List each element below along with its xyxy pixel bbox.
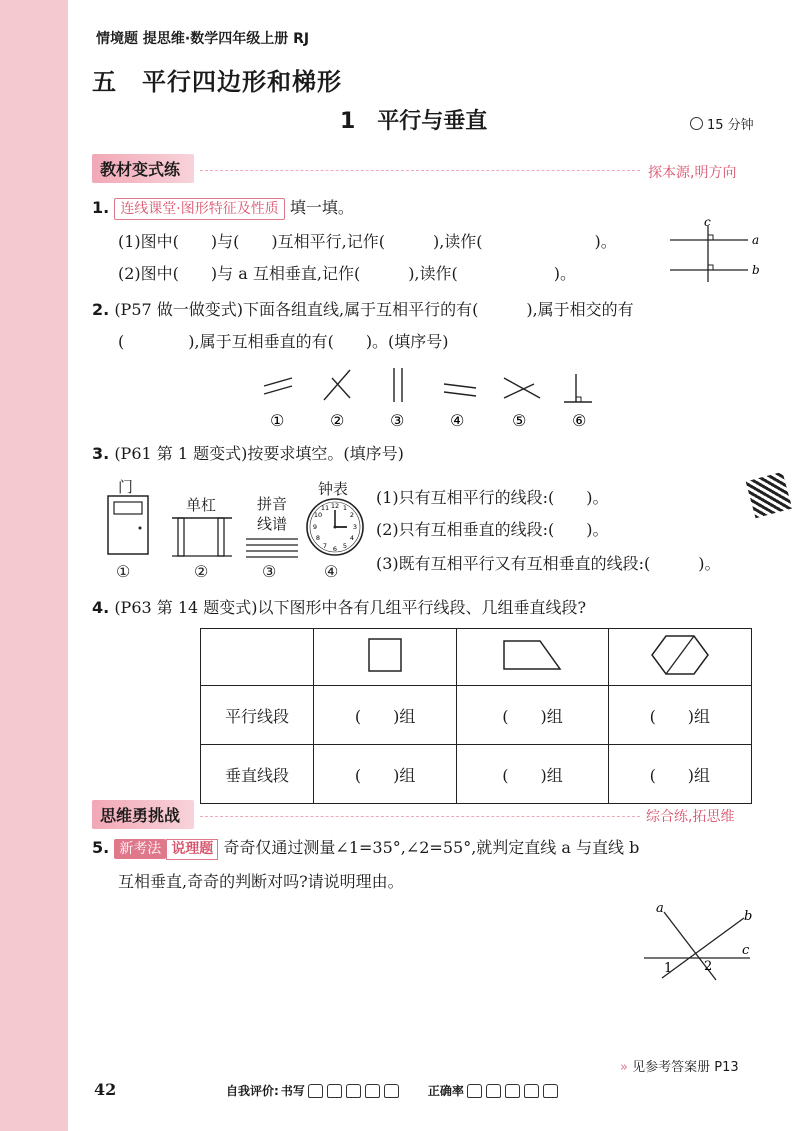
pair-label: ⑤ (512, 411, 527, 430)
question-3-part-2: (2)只有互相垂直的线段:( )。 (376, 520, 609, 539)
horizontal-bar-figure (170, 512, 234, 558)
section-divider (200, 816, 640, 817)
table-row (201, 686, 752, 745)
pinyin-staff-label: 拼音 线谱 (256, 495, 287, 533)
accuracy-label: 正确率 (427, 1084, 464, 1098)
question-1-line-1: (1)图中( )与( )互相平行,记作( ),读作( )。 (118, 232, 617, 251)
writing-label: 书写 (280, 1084, 305, 1098)
section-subtitle: 探本源,明方向 (648, 165, 737, 181)
clock-label: 钟表 (318, 480, 349, 498)
pair-1 (264, 378, 292, 394)
thumbs-up-icon[interactable] (486, 1084, 501, 1098)
answer-cell[interactable]: ( )组 (314, 745, 457, 804)
thumbs-up-icon[interactable] (365, 1084, 380, 1098)
question-1-line-2: (2)图中( )与 a 互相垂直,记作( ),读作( )。 (118, 264, 577, 283)
question-number: 2. (92, 300, 110, 319)
question-text: (P57 做一做变式)下面各组直线,属于互相平行的有( ),属于相交的有 (114, 300, 634, 319)
page-number: 42 (94, 1080, 117, 1099)
door-label: 门 (118, 478, 134, 496)
thumbs-up-icon[interactable] (524, 1084, 539, 1098)
question-number: 4. (92, 598, 110, 617)
clock-icon (690, 117, 703, 130)
door-figure (104, 494, 154, 558)
answer-reference-text: 见参考答案册 P13 (632, 1060, 739, 1075)
new-method-tag: 新考法 (114, 839, 166, 859)
answer-table (200, 628, 752, 804)
pair-label: ③ (390, 411, 405, 430)
question-2-line-1 (92, 298, 634, 322)
shape-cell-trapezoid (457, 629, 608, 686)
thumbs-up-icon[interactable] (467, 1084, 482, 1098)
square-shape (365, 637, 405, 673)
staff-index: ③ (262, 562, 277, 581)
right-angle-mark (708, 265, 713, 270)
time-indicator (690, 114, 754, 133)
self-evaluation (226, 1082, 559, 1099)
page-margin-band (0, 0, 68, 1131)
section-title-challenge: 思维勇挑战 (92, 800, 194, 829)
answer-cell[interactable]: ( )组 (314, 686, 457, 745)
question-4-line (92, 596, 586, 620)
table-row (201, 745, 752, 804)
trapezoid-shape (500, 637, 564, 673)
svg-text:11: 11 (320, 504, 330, 512)
label-b: b (752, 263, 760, 277)
label-c: c (704, 216, 711, 229)
table-header-row (201, 629, 752, 686)
angle-figure (640, 898, 760, 982)
table-corner-cell (201, 629, 314, 686)
question-3-part-3: (3)既有互相平行又有互相垂直的线段:( )。 (376, 554, 721, 573)
question-number: 1. (92, 198, 110, 217)
question-text: 奇奇仅通过测量∠1=35°,∠2=55°,就判定直线 a 与直线 b (223, 838, 640, 857)
shape-cell-hexagon (608, 629, 751, 686)
answer-cell[interactable]: ( )组 (457, 686, 608, 745)
pair-3 (394, 368, 402, 402)
label-b: b (744, 909, 753, 924)
question-5-line-1 (92, 836, 639, 860)
line-b (662, 918, 744, 978)
bar-index: ② (194, 562, 209, 581)
label-a: a (752, 233, 760, 247)
series-header: 情境题 提思维·数学四年级上册 RJ (96, 31, 310, 47)
question-number: 3. (92, 444, 110, 463)
pair-6 (564, 374, 592, 402)
question-5-line-2: 互相垂直,奇奇的判断对吗?请说明理由。 (118, 872, 404, 891)
hexagon-shape (650, 633, 710, 677)
svg-text:3: 3 (352, 523, 358, 531)
question-text: (P63 第 14 题变式)以下图形中各有几组平行线段、几组垂直线段? (114, 598, 587, 617)
angle-2-label: 2 (704, 959, 713, 974)
answer-reference (620, 1056, 739, 1075)
line-pairs-figure (250, 364, 610, 430)
bar-label: 单杠 (186, 496, 217, 514)
thumbs-up-icon[interactable] (308, 1084, 323, 1098)
eval-label: 自我评价: (226, 1084, 279, 1098)
lesson-title: 1 平行与垂直 (340, 109, 488, 134)
question-1-header (92, 196, 354, 220)
row-label: 垂直线段 (201, 745, 314, 804)
label-a: a (656, 901, 664, 916)
right-angle-mark (708, 235, 713, 240)
question-tag: 连线课堂·图形特征及性质 (114, 198, 284, 220)
svg-text:4: 4 (349, 534, 355, 542)
section-subtitle: 综合练,拓思维 (646, 809, 735, 825)
thumbs-up-icon[interactable] (346, 1084, 361, 1098)
pair-5 (504, 378, 540, 398)
pair-label: ⑥ (572, 411, 587, 430)
clock-index: ④ (324, 562, 339, 581)
door-index: ① (116, 562, 131, 581)
pair-4 (444, 384, 476, 396)
pair-label: ④ (450, 411, 465, 430)
answer-cell[interactable]: ( )组 (608, 686, 751, 745)
angle-1-label: 1 (664, 961, 673, 976)
question-2-line-2: ( ),属于互相垂直的有( )。(填序号) (118, 332, 449, 351)
thumbs-up-icon[interactable] (327, 1084, 342, 1098)
svg-text:7: 7 (322, 542, 328, 550)
svg-text:2: 2 (349, 511, 355, 519)
thumbs-up-icon[interactable] (543, 1084, 558, 1098)
question-text: (P61 第 1 题变式)按要求填空。(填序号) (114, 444, 404, 463)
question-3-part-1: (1)只有互相平行的线段:( )。 (376, 488, 609, 507)
svg-text:9: 9 (312, 523, 318, 531)
question-number: 5. (92, 838, 110, 857)
section-divider (200, 170, 640, 171)
pair-2 (324, 370, 350, 400)
answer-cell[interactable]: ( )组 (457, 745, 608, 804)
double-chevron-icon: » (620, 1060, 628, 1075)
svg-text:10: 10 (313, 511, 323, 519)
svg-text:1: 1 (342, 504, 348, 512)
answer-cell[interactable]: ( )组 (608, 745, 751, 804)
question-3-line (92, 442, 404, 466)
svg-text:5: 5 (342, 542, 348, 550)
svg-text:8: 8 (315, 534, 321, 542)
label-c: c (742, 943, 750, 958)
pinyin-staff-figure (244, 536, 300, 562)
thumbs-up-icon[interactable] (384, 1084, 399, 1098)
shape-cell-square (314, 629, 457, 686)
chapter-title: 五 平行四边形和梯形 (92, 68, 342, 96)
clock-figure (304, 496, 366, 558)
row-label: 平行线段 (201, 686, 314, 745)
thumbs-up-icon[interactable] (505, 1084, 520, 1098)
parallel-lines-figure (664, 216, 764, 286)
time-text: 15 分钟 (707, 118, 754, 133)
reasoning-tag: 说理题 (166, 839, 218, 860)
pair-label: ② (330, 411, 345, 430)
svg-text:12: 12 (330, 502, 340, 510)
question-prompt: 填一填。 (289, 198, 354, 217)
svg-text:6: 6 (332, 545, 338, 553)
pair-label: ① (270, 411, 285, 430)
section-title-textbook: 教材变式练 (92, 154, 194, 183)
